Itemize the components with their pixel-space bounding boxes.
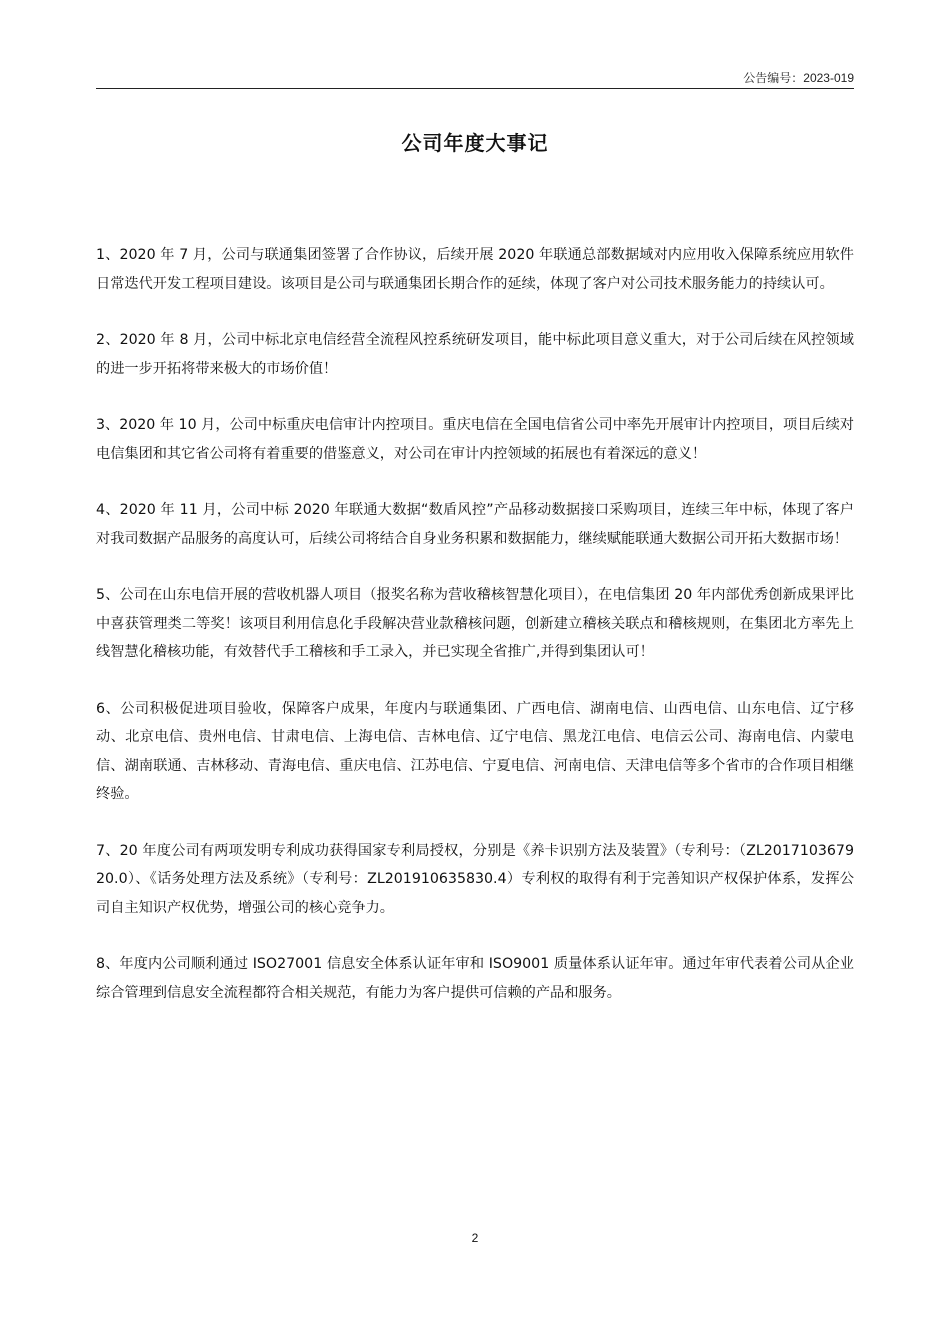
events-list [96, 241, 854, 1035]
event-paragraph-2: 2、2020 年 8 月，公司中标北京电信经营全流程风控系统研发项目，能中标此项目意义重大，对于公司后续在风控领域的进一步开拓将带来极大的市场价值！ [96, 332, 854, 377]
page-title: 公司年度大事记 [401, 131, 549, 155]
header-divider [96, 88, 854, 89]
event-paragraph-7: 7、20 年度公司有两项发明专利成功获得国家专利局授权，分别是《养卡识别方法及装置》（专利号：（ZL201710367920.0）、《话务处理方法及系统》（专利号：ZL201910635830.4）专利权的取得有利于完善知识产权保护体系，发挥公司自主知识产权优势，增强公司的核心竞争力。 [96, 842, 854, 916]
page-number: 2 [471, 1231, 479, 1245]
event-paragraph-4: 4、2020 年 11 月，公司中标 2020 年联通大数据“数盾风控”产品移动数据接口采购项目，连续三年中标，体现了客户对我司数据产品服务的高度认可，后续公司将结合自身业务积累和数据能力，继续赋能联通大数据公司开拓大数据市场！ [96, 502, 854, 547]
event-paragraph-5: 5、公司在山东电信开展的营收机器人项目（报奖名称为营收稽核智慧化项目），在电信集团 20 年内部优秀创新成果评比中喜获管理类二等奖！该项目利用信息化手段解决营业款稽核问题，创新建立稽核关联点和稽核规则，在集团北方率先上线智慧化稽核功能，有效替代手工稽核和手工录入，并已实现全省推广,并得到集团认可！ [96, 587, 854, 660]
event-paragraph-1: 1、2020 年 7 月，公司与联通集团签署了合作协议，后续开展 2020 年联通总部数据域对内应用收入保障系统应用软件日常迭代开发工程项目建设。该项目是公司与联通集团长期合作的延续，体现了客户对公司技术服务能力的持续认可。 [96, 247, 854, 292]
event-paragraph-6: 6、公司积极促进项目验收，保障客户成果，年度内与联通集团、广西电信、湖南电信、山西电信、山东电信、辽宁移动、北京电信、贵州电信、甘肃电信、上海电信、吉林电信、辽宁电信、黑龙江电信、电信云公司、海南电信、内蒙电信、湖南联通、吉林移动、青海电信、重庆电信、江苏电信、宁夏电信、河南电信、天津电信等多个省市的合作项目相继终验。 [96, 700, 854, 802]
event-paragraph-8: 8、年度内公司顺利通过 ISO27001 信息安全体系认证年审和 ISO9001 质量体系认证年审。通过年审代表着公司从企业综合管理到信息安全流程都符合相关规范，有能力为客户提供可信赖的产品和服务。 [96, 956, 854, 1001]
event-paragraph-3: 3、2020 年 10 月，公司中标重庆电信审计内控项目。重庆电信在全国电信省公司中率先开展审计内控项目，项目后续对电信集团和其它省公司将有着重要的借鉴意义，对公司在审计内控领域的拓展也有着深远的意义！ [96, 417, 854, 462]
announcement-code: 公告编号：2023-019 [743, 71, 854, 85]
